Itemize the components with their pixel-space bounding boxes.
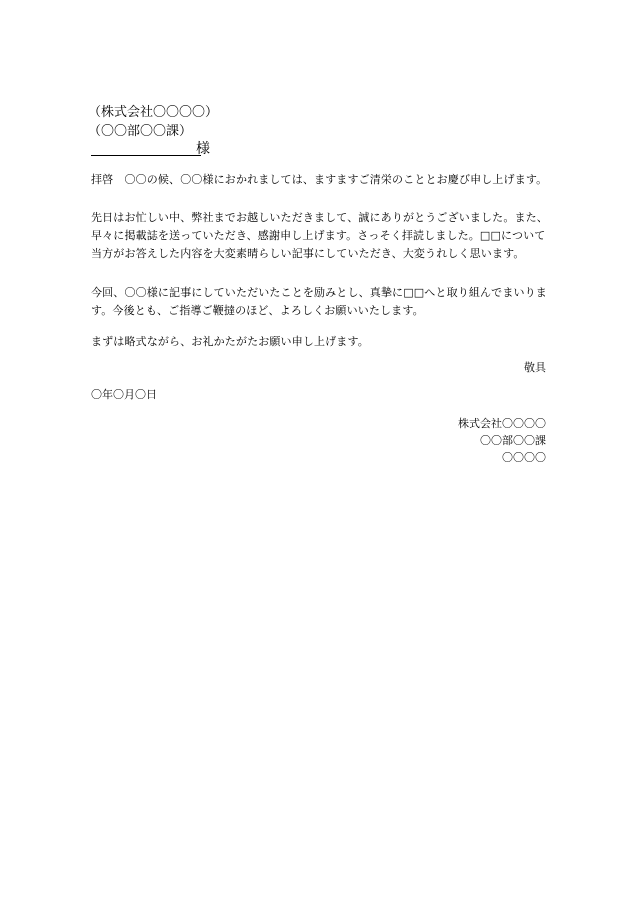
greeting-paragraph: 拝啓 〇〇の候、〇〇様におかれましては、ますますご清栄のこととお慶び申し上げます。 — [91, 173, 548, 186]
recipient-honorific: 様 — [196, 141, 210, 157]
letter-date: 〇年〇月〇日 — [91, 388, 157, 401]
sender-department: 〇〇部〇〇課 — [480, 434, 546, 447]
thanks-paragraph: 先日はお忙しい中、弊社までお越しいただきまして、誠にありがとうございました。また、早々に掲載誌を送っていただき、感謝申し上げます。さっそく拝読しました。□□について当方がお答えした内容を大変素晴らしい記事にしていただき、大変うれしく思います。 — [91, 211, 548, 260]
sender-company: 株式会社〇〇〇〇 — [458, 417, 546, 430]
commitment-paragraph: 今回、〇〇様に記事にしていただいたことを励みとし、真摯に□□へと取り組んでまいります。今後とも、ご指導ご鞭撻のほど、よろしくお願いいたします。 — [91, 286, 547, 317]
complimentary-close: 敬具 — [524, 361, 546, 374]
recipient-name-underline — [91, 155, 201, 156]
recipient-company: （株式会社〇〇〇〇） — [88, 105, 219, 120]
closing-paragraph: まずは略式ながら、お礼かたがたお願い申し上げます。 — [91, 335, 369, 348]
sender-name: 〇〇〇〇 — [502, 451, 546, 464]
recipient-department: （〇〇部〇〇課） — [88, 124, 193, 139]
sender-block — [458, 415, 546, 466]
